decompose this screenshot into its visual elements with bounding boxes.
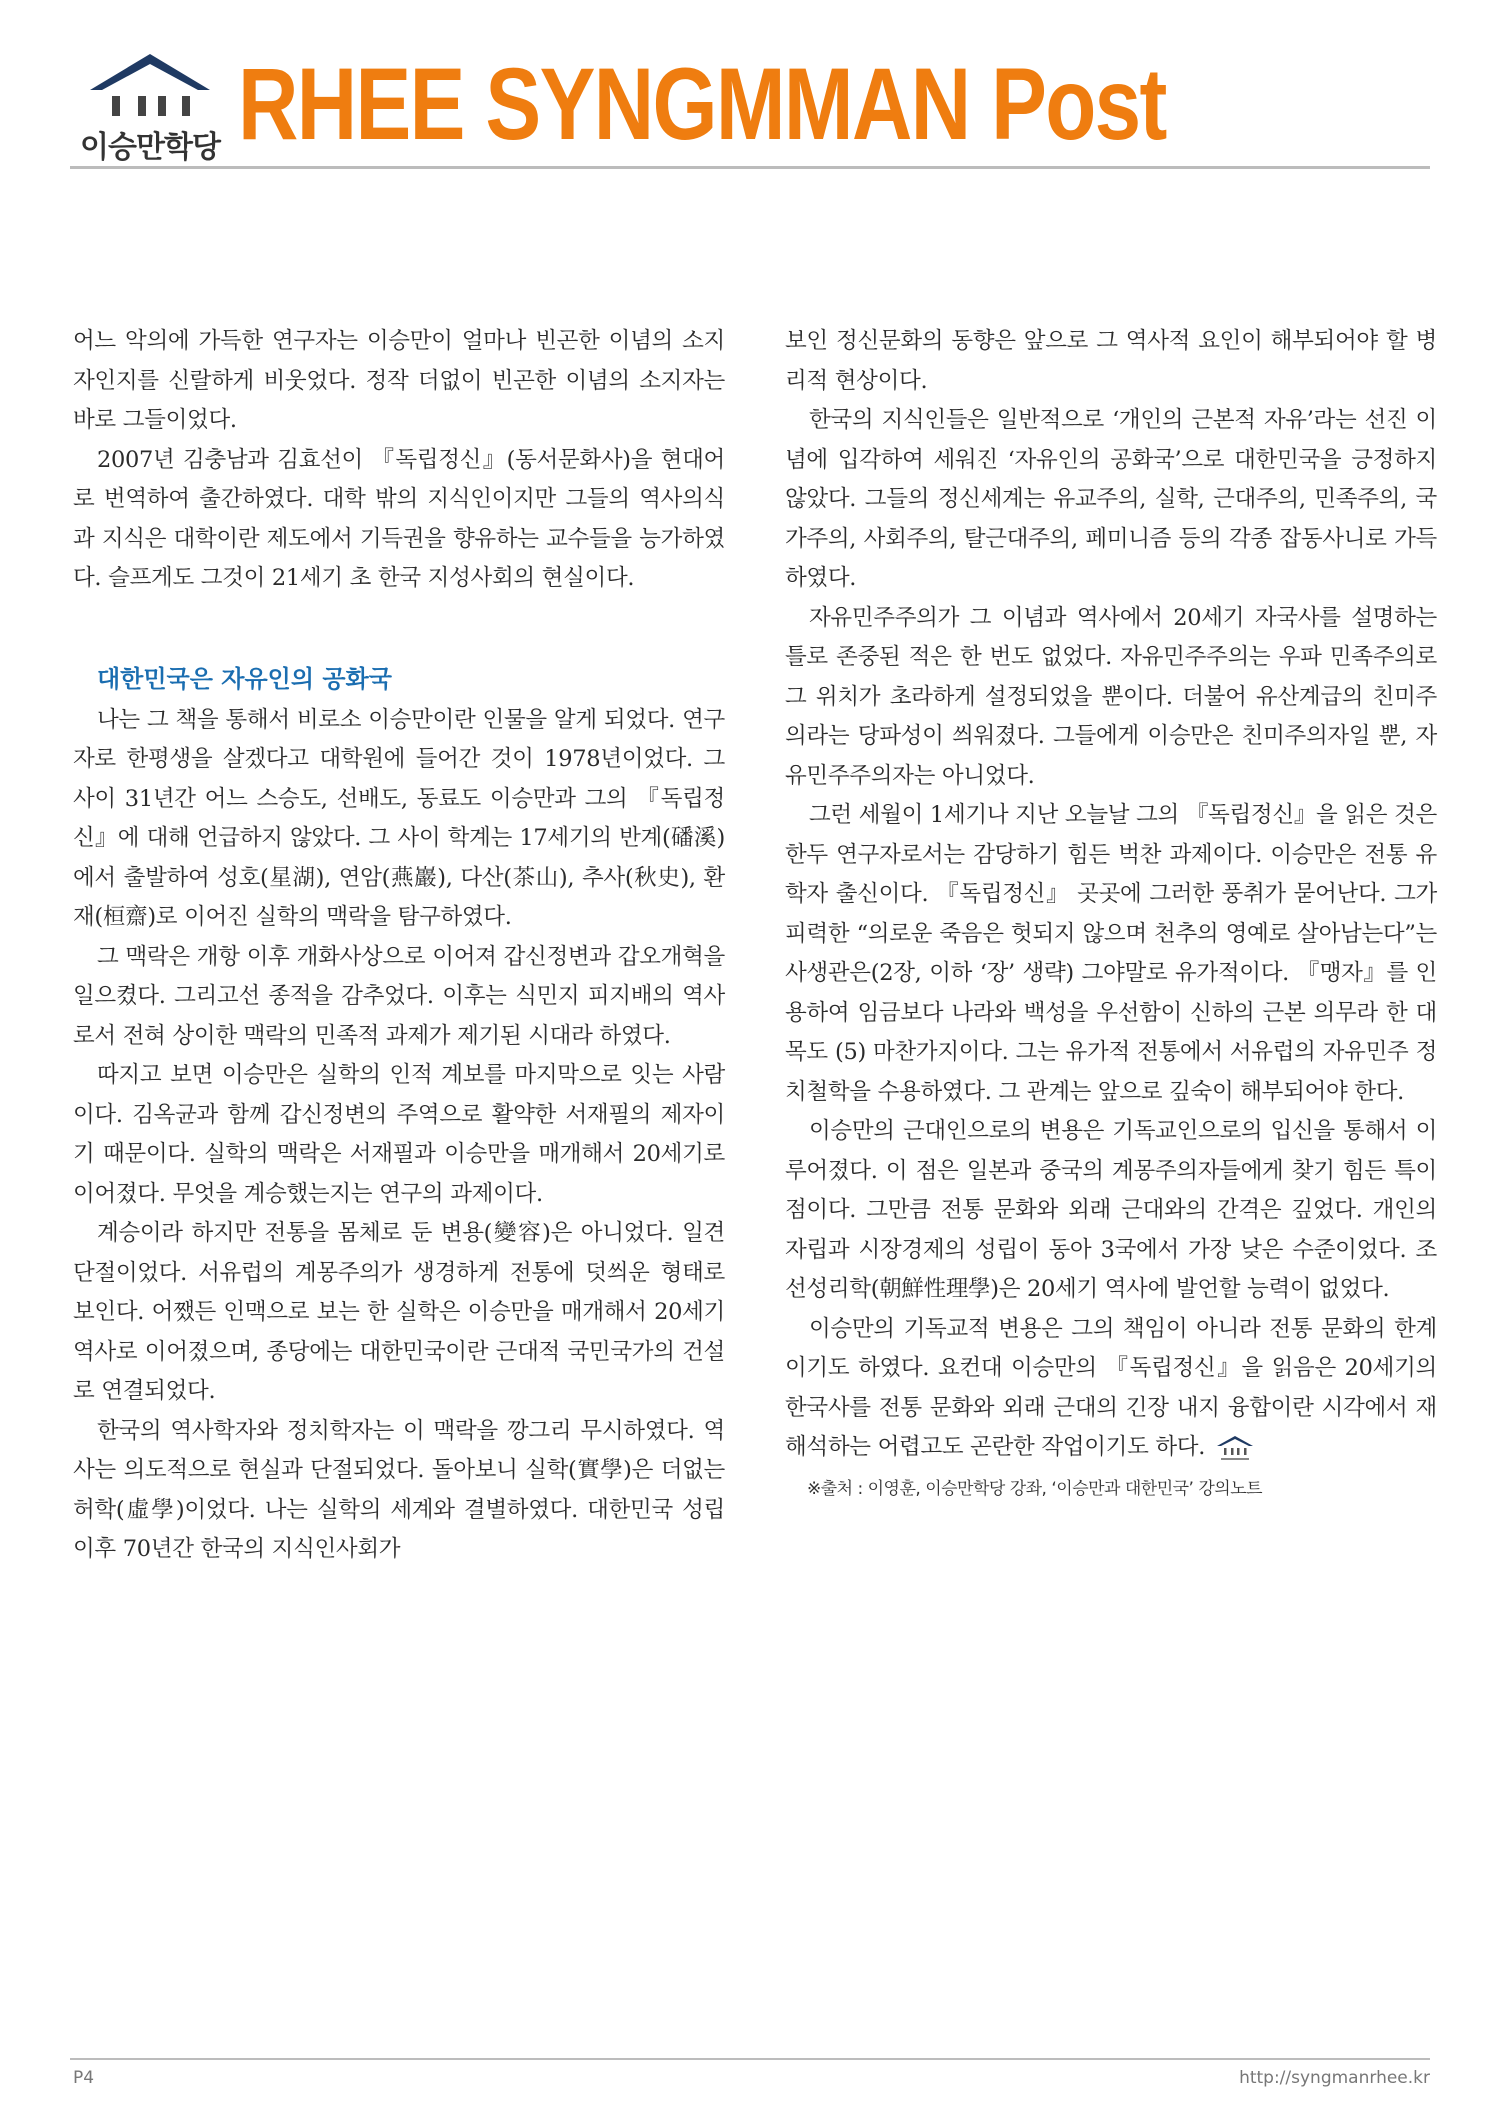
paragraph: 2007년 김충남과 김효선이 『독립정신』(동서문화사)을 현대어로 번역하여 출간하였다. 대학 밖의 지식인이지만 그들의 역사의식과 지식은 대학이란 제도에서 기득권을 향유하는 교수들을 능가하였다. 슬프게도 그것이 21세기 초 한국 지성사회의 현실이다. [73, 446, 725, 591]
masthead-header [70, 47, 1430, 168]
paragraph: 따지고 보면 이승만은 실학의 인적 계보를 마지막으로 잇는 사람이다. 김옥균과 함께 갑신정변의 주역으로 활약한 서재필의 제자이기 때문이다. 실학의 맥락은 서재필과 이승만을 매개해서 20세기로 이어졌다. 무엇을 계승했는지는 연구의 과제이다. [73, 1062, 725, 1207]
logo-text: 이승만학당 [80, 130, 220, 165]
paragraph: 보인 정신문화의 동향은 앞으로 그 역사적 요인이 해부되어야 할 병리적 현상이다. [785, 328, 1437, 394]
paragraph: 그 맥락은 개항 이후 개화사상으로 이어져 갑신정변과 갑오개혁을 일으켰다. 그리고선 종적을 감추었다. 이후는 식민지 피지배의 역사로서 전혀 상이한 맥락의 민족적 과제가 제기된 시대라 하였다. [73, 943, 725, 1049]
final-paragraph [785, 1310, 1437, 1468]
paragraph: 계승이라 하지만 전통을 몸체로 둔 변용(變容)은 아니었다. 일견 단절이었다. 서유럽의 계몽주의가 생경하게 전통에 덧씌운 형태로 보인다. 어쨌든 인맥으로 보는 한 실학은 이승만을 매개해서 20세기 역사로 이어졌으며, 종당에는 대한민국이란 근대적 국민국가의 건설로 연결되었다. [73, 1220, 725, 1404]
end-mark-logo-icon [1213, 1433, 1257, 1463]
paragraph: 한국의 지식인들은 일반적으로 ‘개인의 근본적 자유’라는 선진 이념에 입각하여 세워진 ‘자유인의 공화국’으로 대한민국을 긍정하지 않았다. 그들의 정신세계는 유교주의, 실학, 근대주의, 민족주의, 국가주의, 사회주의, 탈근대주의, 페미니즘 등의 각종 잡동사니로 가득하였다. [785, 407, 1437, 591]
header-divider [70, 166, 1430, 169]
paragraph: 한국의 역사학자와 정치학자는 이 맥락을 깡그리 무시하였다. 역사는 의도적으로 현실과 단절되었다. 돌아보니 실학(實學)은 더없는 허학(虛學)이었다. 나는 실학의 세계와 결별하였다. 대한민국 성립 이후 70년간 한국의 지식인사회가 [73, 1417, 725, 1562]
paragraph: 어느 악의에 가득한 연구자는 이승만이 얼마나 빈곤한 이념의 소지자인지를 신랄하게 비웃었다. 정작 더없이 빈곤한 이념의 소지자는 바로 그들이었다. [73, 328, 725, 433]
section-heading: 대한민국은 자유인의 공화국 [97, 664, 392, 693]
paragraph: 그런 세월이 1세기나 지난 오늘날 그의 『독립정신』을 읽은 것은 한두 연구자로서는 감당하기 힘든 벅찬 과제이다. 이승만은 전통 유학자 출신이다. 『독립정신』 곳곳에 그러한 풍취가 묻어난다. 그가 피력한 “의로운 죽음은 헛되지 않으며 천추의 영예로 살아남는다”는 사생관은(2장, 이하 ‘장’ 생략) 그야말로 유가적이다. 『맹자』를 인용하여 임금보다 나라와 백성을 우선함이 신하의 근본 의무라 한 대목도 (5) 마찬가지이다. 그는 유가적 전통에서 서유럽의 자유민주 정치철학을 수용하였다. 그 관계는 앞으로 깊숙이 해부되어야 한다. [785, 802, 1437, 1105]
site-logo[interactable] [70, 50, 230, 165]
left-column [73, 322, 725, 1570]
paragraph: 이승만의 근대인으로의 변용은 기독교인으로의 입신을 통해서 이루어졌다. 이 점은 일본과 중국의 계몽주의자들에게 찾기 힘든 특이점이다. 그만큼 전통 문화와 외래 근대와의 간격은 깊었다. 개인의 자립과 시장경제의 성립이 동아 3국에서 가장 낮은 수준이었다. 조선성리학(朝鮮性理學)은 20세기 역사에 발언할 능력이 없었다. [785, 1118, 1437, 1302]
publication-title: RHEE SYNGMMAN Post [238, 47, 1166, 161]
paragraph-text: 이승만의 기독교적 변용은 그의 책임이 아니라 전통 문화의 한계이기도 하였다. 요컨대 이승만의 『독립정신』을 읽음은 20세기의 한국사를 전통 문화와 외래 근대의 긴장 내지 융합이란 시각에서 재해석하는 어렵고도 곤란한 작업이기도 하다. [785, 1315, 1437, 1460]
page-number: P4 [73, 2068, 95, 2088]
paragraph: 나는 그 책을 통해서 비로소 이승만이란 인물을 알게 되었다. 연구자로 한평생을 살겠다고 대학원에 들어간 것이 1978년이었다. 그 사이 31년간 어느 스승도, 선배도, 동료도 이승만과 그의 『독립정신』에 대해 언급하지 않았다. 그 사이 학계는 17세기의 반계(磻溪)에서 출발하여 성호(星湖), 연암(燕巖), 다산(茶山), 추사(秋史), 환재(桓齋)로 이어진 실학의 맥락을 탐구하였다. [73, 706, 725, 930]
footer-divider [70, 2058, 1430, 2060]
website-link[interactable]: http://syngmanrhee.kr [1239, 2068, 1430, 2088]
right-column [785, 322, 1437, 1499]
hall-logo-icon [82, 50, 218, 122]
paragraph: 자유민주주의가 그 이념과 역사에서 20세기 자국사를 설명하는 틀로 존중된 적은 한 번도 없었다. 자유민주주의는 우파 민족주의로 그 위치가 초라하게 설정되었을 뿐이다. 더불어 유산계급의 친미주의라는 당파성이 씌워졌다. 그들에게 이승만은 친미주의자일 뿐, 자유민주주의자는 아니었다. [785, 604, 1437, 789]
source-citation: ※출처 : 이영훈, 이승만학당 강좌, ‘이승만과 대한민국’ 강의노트 [807, 1478, 1263, 1499]
